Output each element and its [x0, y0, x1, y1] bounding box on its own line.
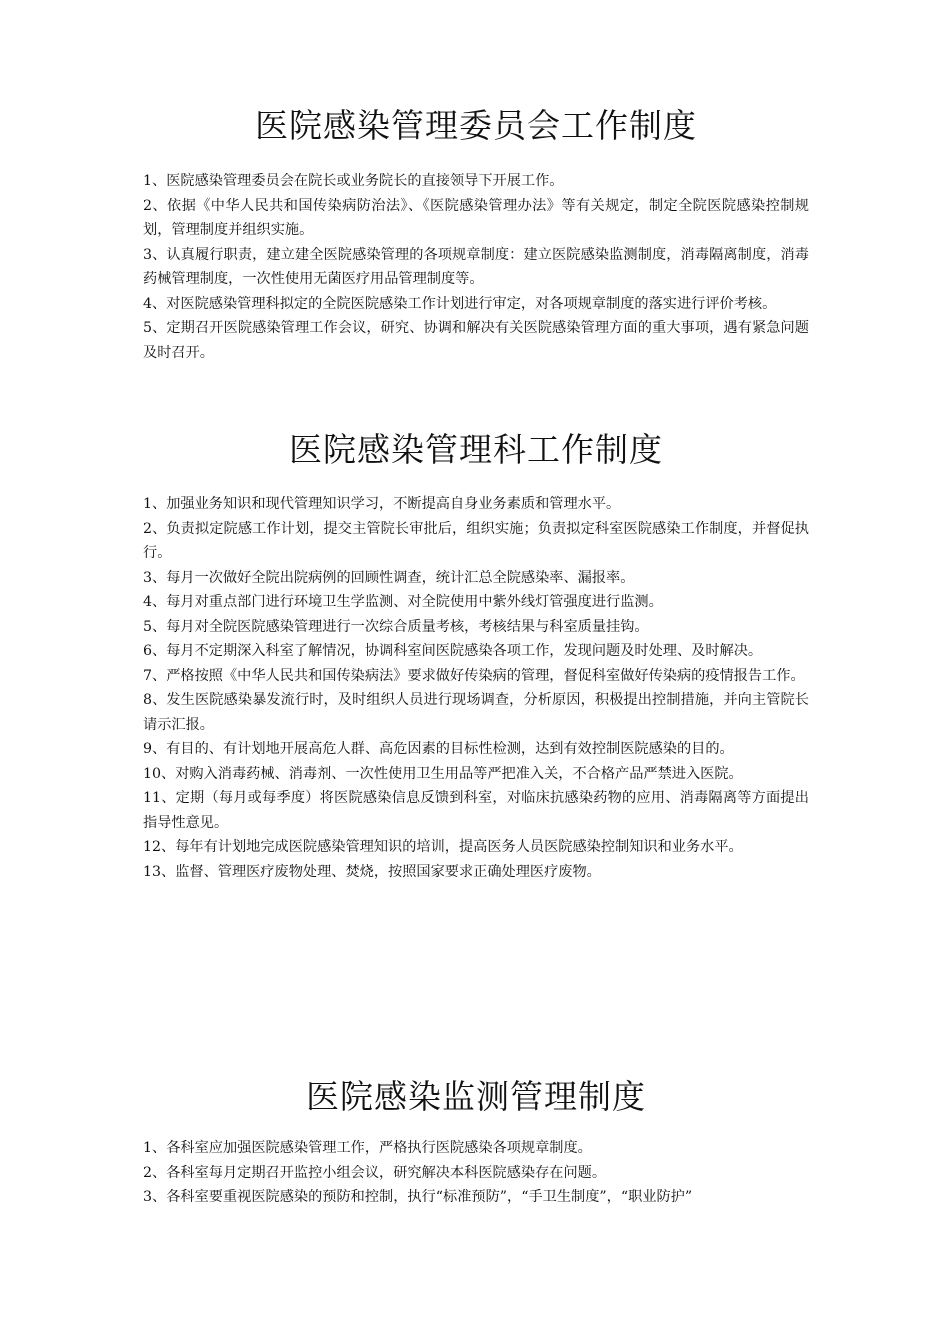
rule-item: 1、医院感染管理委员会在院长或业务院长的直接领导下开展工作。 [143, 173, 564, 189]
rule-list [143, 169, 809, 365]
rule-item: 10、对购入消毒药械、消毒剂、一次性使用卫生用品等严把准入关，不合格产品严禁进入医院。 [143, 765, 743, 782]
rule-item: 13、监督、管理医疗废物处理、焚烧，按照国家要求正确处理医疗废物。 [143, 863, 601, 880]
rule-item: 1、加强业务知识和现代管理知识学习，不断提高自身业务素质和管理水平。 [143, 496, 621, 512]
rule-item: 4、每月对重点部门进行环境卫生学监测、对全院使用中紫外线灯管强度进行监测。 [143, 594, 663, 610]
section-title: 医院感染管理委员会工作制度 [255, 106, 697, 145]
rule-item: 2、负责拟定院感工作计划，提交主管院长审批后，组织实施；负责拟定科室医院感染工作制度，并督促执行。 [143, 520, 809, 561]
rule-item: 3、各科室要重视医院感染的预防和控制，执行“标准预防”，“手卫生制度”，“职业防护” [143, 1189, 693, 1205]
rule-list [143, 492, 809, 884]
rule-item: 6、每月不定期深入科室了解情况，协调科室间医院感染各项工作，发现问题及时处理、及时解决。 [143, 643, 763, 659]
section-title: 医院感染监测管理制度 [306, 1077, 646, 1116]
rule-item: 2、各科室每月定期召开监控小组会议，研究解决本科医院感染存在问题。 [143, 1164, 607, 1181]
rule-item: 5、定期召开医院感染管理工作会议，研究、协调和解决有关医院感染管理方面的重大事项，遇有紧急问题及时召开。 [143, 320, 809, 361]
section-title: 医院感染管理科工作制度 [289, 430, 663, 469]
rule-item: 5、每月对全院医院感染管理进行一次综合质量考核，考核结果与科室质量挂钩。 [143, 618, 649, 635]
rule-item: 9、有目的、有计划地开展高危人群、高危因素的目标性检测，达到有效控制医院感染的目的。 [143, 741, 734, 757]
section-department-work-rules [143, 428, 809, 884]
rule-item: 1、各科室应加强医院感染管理工作，严格执行医院感染各项规章制度。 [143, 1140, 592, 1156]
rule-list [143, 1136, 809, 1210]
rule-item: 11、定期（每月或每季度）将医院感染信息反馈到科室，对临床抗感染药物的应用、消毒隔离等方面提出指导性意见。 [143, 790, 809, 831]
section-monitoring-rules [143, 1075, 809, 1210]
section-committee-work-rules [143, 104, 809, 365]
rule-item: 3、认真履行职责，建立建全医院感染管理的各项规章制度：建立医院感染监测制度，消毒隔离制度，消毒药械管理制度，一次性使用无菌医疗用品管理制度等。 [143, 246, 809, 287]
rule-item: 8、发生医院感染暴发流行时，及时组织人员进行现场调查，分析原因，积极提出控制措施，并向主管院长请示汇报。 [143, 692, 809, 733]
rule-item: 7、严格按照《中华人民共和国传染病法》要求做好传染病的管理，督促科室做好传染病的疫情报告工作。 [143, 667, 805, 684]
rule-item: 12、每年有计划地完成医院感染管理知识的培训，提高医务人员医院感染控制知识和业务水平。 [143, 839, 743, 855]
rule-item: 4、对医院感染管理科拟定的全院医院感染工作计划进行审定，对各项规章制度的落实进行评价考核。 [143, 295, 777, 312]
rule-item: 2、依据《中华人民共和国传染病防治法》、《医院感染管理办法》等有关规定，制定全院医院感染控制规划，管理制度并组织实施。 [143, 197, 809, 238]
rule-item: 3、每月一次做好全院出院病例的回顾性调查，统计汇总全院感染率、漏报率。 [143, 569, 635, 586]
